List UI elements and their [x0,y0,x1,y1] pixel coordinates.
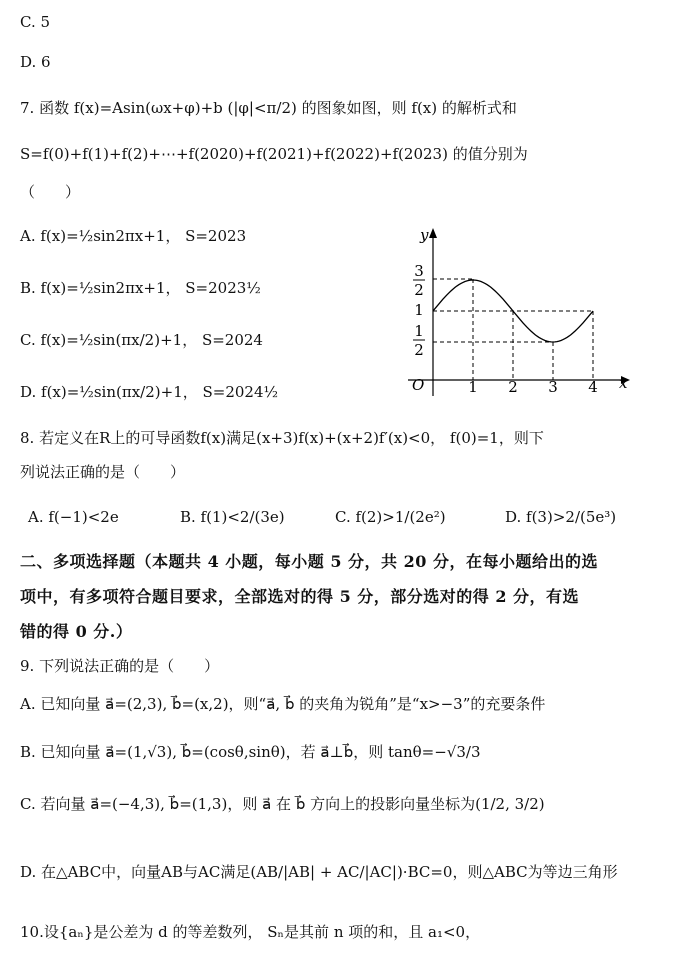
q10-stem: 10.设{aₙ}是公差为 d 的等差数列， Sₙ是其前 n 项的和，且 a₁<0， [20,923,481,941]
svg-text:2: 2 [414,281,424,299]
x-axis-label: x [619,374,628,392]
section2-line3: 错的得 0 分.） [20,622,133,641]
section2-line2: 项中，有多项符合题目要求，全部选对的得 5 分，部分选对的得 2 分，有选 [20,587,580,606]
option-d-prev: D. 6 [20,53,51,71]
y-axis-label: y [420,226,429,244]
y-tick-one-half: 1 [414,322,424,340]
q9-option-d: D. 在△ABC中，向量AB与AC满足(AB/|AB| + AC/|AC|)·BC=0，则△ABC为等边三角形 [20,863,618,881]
q9-option-c: C. 若向量 a⃗=(−4,3), b⃗=(1,3)，则 a⃗ 在 b⃗ 方向上的投影向量坐标为(1/2, 3/2) [20,795,545,813]
x-tick-1: 1 [468,378,478,396]
y-arrow [429,228,437,238]
q8-option-a: A. f(−1)<2e [28,508,119,526]
q8-option-b: B. f(1)<2/(3e) [180,508,285,526]
q9-stem: 9. 下列说法正确的是（ ） [20,657,220,675]
section2-line1: 二、多项选择题（本题共 4 小题，每小题 5 分，共 20 分，在每小题给出的选 [20,552,598,571]
q7-option-a: A. f(x)=½sin2πx+1， S=2023 [20,227,247,245]
q7-paren: （ ） [20,183,81,201]
q7-sum: S=f(0)+f(1)+f(2)+⋯+f(2020)+f(2021)+f(2022)+f(2023) 的值分别为 [20,145,528,163]
x-tick-3: 3 [548,378,558,396]
q8-stem-cont: 列说法正确的是（ ） [20,463,186,481]
q8-option-c: C. f(2)>1/(2e²) [335,508,446,526]
q7-stem: 7. 函数 f(x)=Asin(ωx+φ)+b (|φ|<π/2) 的图象如图，则 f(x) 的解析式和 [20,99,517,117]
x-tick-4: 4 [588,378,598,396]
y-tick-three-halves: 3 [414,262,424,280]
option-c-prev: C. 5 [20,13,51,31]
q9-option-b: B. 已知向量 a⃗=(1,√3), b⃗=(cosθ,sinθ)，若 a⃗⊥b⃗，则 tanθ=−√3/3 [20,743,481,761]
function-graph [400,220,650,400]
x-tick-2: 2 [508,378,518,396]
q7-option-c: C. f(x)=½sin(πx/2)+1， S=2024 [20,331,263,349]
q8-stem: 8. 若定义在R上的可导函数f(x)满足(x+3)f(x)+(x+2)f′(x)<0， f(0)=1，则下 [20,429,544,447]
svg-text:2: 2 [414,341,424,359]
q9-option-a: A. 已知向量 a⃗=(2,3), b⃗=(x,2)，则“a⃗, b⃗ 的夹角为锐角”是“x>−3”的充要条件 [20,695,546,713]
q7-option-b: B. f(x)=½sin2πx+1， S=2023½ [20,279,261,297]
q8-option-d: D. f(3)>2/(5e³) [505,508,617,526]
origin-label: O [412,376,425,394]
q7-option-d: D. f(x)=½sin(πx/2)+1， S=2024½ [20,383,279,401]
y-tick-one: 1 [414,301,424,319]
